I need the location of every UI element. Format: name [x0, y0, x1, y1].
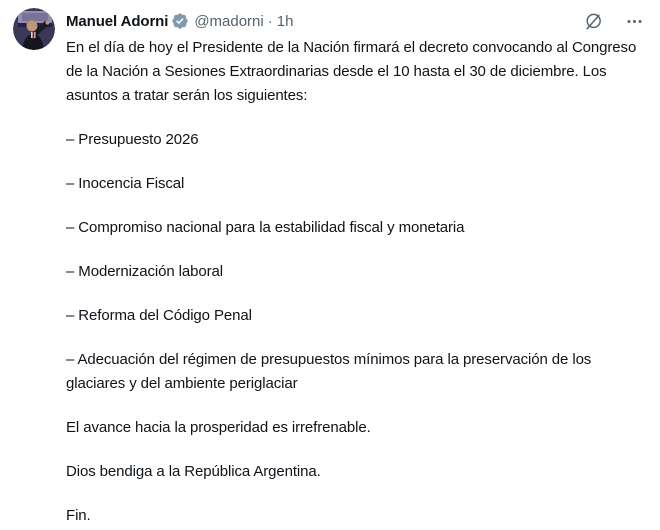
- grok-actions-button[interactable]: [583, 10, 604, 32]
- avatar[interactable]: [13, 8, 55, 50]
- tweet-paragraph-intro: En el día de hoy el Presidente de la Nación firmará el decreto convocando al Congreso de la Nación a Sesiones Extraordinarias desde el 10 hasta el 30 de diciembre. Los asuntos a tratar serán los siguientes:: [66, 39, 637, 104]
- tweet-content: [66, 8, 644, 530]
- grok-icon: [583, 11, 604, 32]
- verified-badge-icon: [171, 12, 189, 30]
- author-handle[interactable]: @madorni: [194, 12, 264, 30]
- tweet-paragraph-closing-1: El avance hacia la prosperidad es irrefrenable.: [66, 419, 371, 436]
- tweet-header: [66, 10, 644, 32]
- tweet-body: [66, 36, 644, 530]
- tweet-paragraph-fin: Fin.: [66, 507, 91, 524]
- tweet-paragraph-item-6: – Adecuación del régimen de presupuestos mínimos para la preservación de los glaciares y del ambiente periglaciar: [66, 351, 592, 392]
- avatar-column: [13, 8, 55, 530]
- author-name[interactable]: Manuel Adorni: [66, 12, 169, 30]
- tweet-paragraph-item-4: – Modernización laboral: [66, 263, 223, 280]
- header-separator: ·: [267, 12, 273, 30]
- tweet-paragraph-item-5: – Reforma del Código Penal: [66, 307, 252, 324]
- tweet-paragraph-item-2: – Inocencia Fiscal: [66, 175, 185, 192]
- timestamp[interactable]: 1h: [276, 12, 294, 30]
- avatar-photo: [13, 8, 55, 50]
- tweet-paragraph-item-3: – Compromiso nacional para la estabilidad fiscal y monetaria: [66, 219, 465, 236]
- more-icon: [625, 12, 644, 31]
- tweet-paragraph-closing-2: Dios bendiga a la República Argentina.: [66, 463, 321, 480]
- tweet-paragraph-item-1: – Presupuesto 2026: [66, 131, 199, 148]
- more-options-button[interactable]: [625, 10, 644, 32]
